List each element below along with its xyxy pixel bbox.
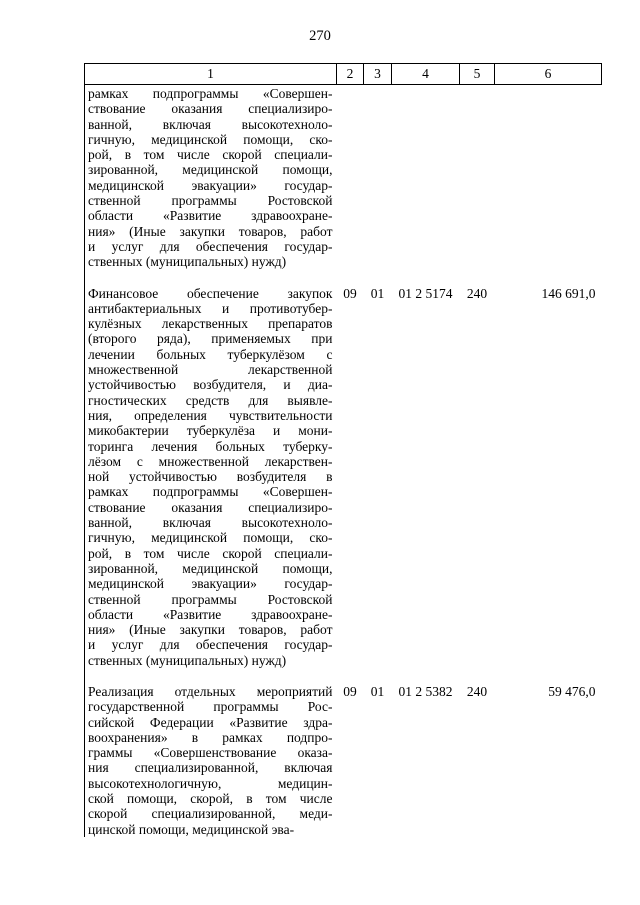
amount-value: 59 476,0 [548,683,596,699]
description-line: медицинской эвакуации» государ- [88,576,333,592]
table-body [85,85,602,837]
description-line: ственной программы Ростовской [88,591,333,607]
description-line: гичную, медицинской помощи, ско- [88,131,333,147]
table-row [85,668,602,837]
description-line: рой, в том числе скорой специали- [88,147,333,163]
description-line: рой, в том числе скорой специали- [88,545,333,561]
description-line: торинга лечения больных туберку- [88,438,333,454]
description-line: микобактерии туберкулёза и мони- [88,423,333,439]
row-description [85,270,337,668]
description-line: воохранения» в рамках подпро- [88,729,333,745]
description-line: цинской помощи, медицинской эва- [88,821,295,837]
amount-value [495,85,602,270]
description-line: ской помощи, скорой, в том числе [88,791,333,807]
expense-type-code: 240 [466,285,488,301]
description-line: гностических средств для выявле- [88,392,333,408]
description-line: устойчивостью возбудителя, и диа- [88,377,333,393]
table-row [85,270,602,668]
description-line: ния, определения чувствительности [88,407,333,423]
description-line: ственной программы Ростовской [88,193,333,209]
column-header-2: 2 [337,64,364,85]
description-line: ванной, включая высокотехноло- [88,116,333,132]
section-code: 09 [343,683,357,699]
description-line: ния специализированной, включая [88,760,333,776]
description-line: Финансовое обеспечение закупок [88,285,333,301]
description-line: государственной программы Рос- [88,699,333,715]
description-line: и услуг для обеспечения государ- [88,238,333,254]
budget-table [84,63,602,837]
description-line: и услуг для обеспечения государ- [88,637,333,653]
description-line: ствование оказания специализиро- [88,499,333,515]
description-line: области «Развитие здравоохране- [88,606,333,622]
row-description [85,668,337,837]
description-line: ной устойчивостью возбудителя в [88,469,333,485]
description-line: высокотехнологичную, медицин- [88,775,333,791]
description-line: рамках подпрограммы «Совершен- [88,484,333,500]
header-row [85,64,602,85]
column-header-6: 6 [495,64,602,85]
description-line: ствование оказания специализиро- [88,101,333,117]
description-line: ния» (Иные закупки товаров, работ [88,223,333,239]
description-line: граммы «Совершенствование оказа- [88,745,333,761]
column-header-1: 1 [85,64,337,85]
description-line: ственных (муниципальных) нужд) [88,254,287,270]
description-line: Реализация отдельных мероприятий [88,683,333,699]
row-description [85,85,337,270]
description-line: ния» (Иные закупки товаров, работ [88,622,333,638]
description-line: ванной, включая высокотехноло- [88,515,333,531]
page-number: 270 [309,28,331,44]
description-line: антибактериальных и противотубер- [88,300,333,316]
description-line: медицинской эвакуации» государ- [88,177,333,193]
section-code: 09 [343,285,357,301]
description-line: рамках подпрограммы «Совершен- [88,86,333,101]
description-line: гичную, медицинской помощи, ско- [88,530,333,546]
amount-value: 146 691,0 [541,285,596,301]
section-code [337,85,364,270]
description-line: зированной, медицинской помощи, [88,560,333,576]
description-line: лечении больных туберкулёзом с [88,346,333,362]
description-line: ственных (муниципальных) нужд) [88,652,287,668]
table-row [85,85,602,270]
subsection-code: 01 [370,285,385,301]
target-article-code: 01 2 5174 [398,285,453,301]
expense-type-code [460,85,495,270]
description-line: (второго ряда), применяемых при [88,331,333,347]
description-line: кулёзных лекарственных препаратов [88,316,333,332]
description-line: зированной, медицинской помощи, [88,162,333,178]
description-line: сийской Федерации «Развитие здра- [88,714,333,730]
target-article-code: 01 2 5382 [398,683,453,699]
description-line: скорой специализированной, меди- [88,806,333,822]
description-line: лёзом с множественной лекарствен- [88,453,333,469]
subsection-code [364,85,392,270]
target-article-code [392,85,460,270]
column-header-3: 3 [364,64,392,85]
subsection-code: 01 [370,683,385,699]
description-line: множественной лекарственной [88,362,333,378]
expense-type-code: 240 [466,683,488,699]
description-line: области «Развитие здравоохране- [88,208,333,224]
column-header-5: 5 [460,64,495,85]
table-header [85,64,602,85]
column-header-4: 4 [392,64,460,85]
